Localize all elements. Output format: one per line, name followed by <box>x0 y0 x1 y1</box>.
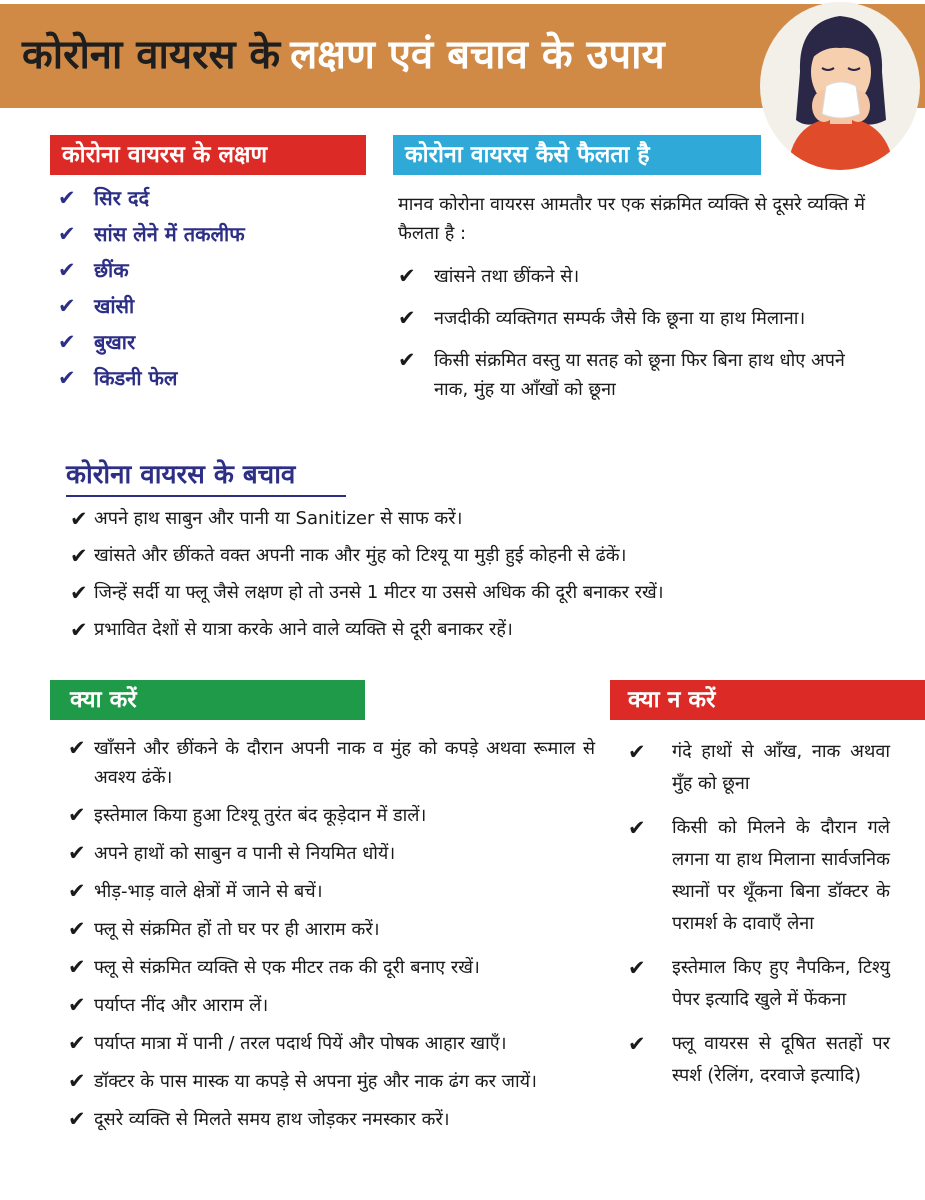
check-icon: ✔ <box>58 258 76 282</box>
protection-heading: कोरोना वायरस के बचाव <box>66 455 346 497</box>
dos-list <box>50 734 595 1143</box>
list-item: ✔ किडनी फेल <box>50 360 370 396</box>
dos-heading: क्या करें <box>50 680 365 720</box>
list-item: ✔ गंदे हाथों से आँख, नाक अथवा मुँह को छूना <box>628 736 890 800</box>
list-item: ✔ अपने हाथ साबुन और पानी या Sanitizer से साफ करें। <box>70 507 463 531</box>
check-icon: ✔ <box>58 222 76 246</box>
list-item: ✔ छींक <box>50 252 370 288</box>
check-icon: ✔ <box>628 816 646 840</box>
list-item: ✔ सिर दर्द <box>50 180 370 216</box>
title-part-1: कोरोना वायरस के <box>22 32 281 78</box>
check-icon: ✔ <box>58 186 76 210</box>
title-part-2: लक्षण एवं बचाव के उपाय <box>290 32 665 78</box>
list-item: ✔ खांसते और छींकते वक्त अपनी नाक और मुंह को टिश्यू या मुड़ी हुई कोहनी से ढंकें। <box>70 544 627 568</box>
list-item: ✔ किसी संक्रमित वस्तु या सतह को छूना फिर बिना हाथ धोए अपने नाक, मुंह या आँखों को छूना <box>398 348 845 400</box>
page-title <box>22 30 665 80</box>
spread-intro: मानव कोरोना वायरस आमतौर पर एक संक्रमित व्यक्ति से दूसरे व्यक्ति में फैलता है : <box>398 194 865 244</box>
list-item: ✔ अपने हाथों को साबुन व पानी से नियमित धोयें। <box>50 839 595 868</box>
check-icon: ✔ <box>68 917 86 941</box>
check-icon: ✔ <box>58 366 76 390</box>
check-icon: ✔ <box>70 618 88 642</box>
check-icon: ✔ <box>398 264 416 288</box>
check-icon: ✔ <box>68 1069 86 1093</box>
check-icon: ✔ <box>68 736 86 760</box>
list-item: ✔ खांसी <box>50 288 370 324</box>
list-item: ✔ बुखार <box>50 324 370 360</box>
check-icon: ✔ <box>58 330 76 354</box>
list-item: ✔ इस्तेमाल किया हुआ टिश्यू तुरंत बंद कूड़ेदान में डालें। <box>50 801 595 830</box>
check-icon: ✔ <box>68 841 86 865</box>
list-item: ✔ पर्याप्त नींद और आराम लें। <box>50 991 595 1020</box>
check-icon: ✔ <box>70 507 88 531</box>
check-icon: ✔ <box>70 581 88 605</box>
check-icon: ✔ <box>398 348 416 372</box>
woman-sneezing-icon <box>760 2 920 170</box>
list-item: ✔ जिन्हें सर्दी या फ्लू जैसे लक्षण हो तो उनसे 1 मीटर या उससे अधिक की दूरी बनाकर रखें। <box>70 581 664 605</box>
donts-list <box>628 736 890 1104</box>
list-item: ✔ प्रभावित देशों से यात्रा करके आने वाले व्यक्ति से दूरी बनाकर रहें। <box>70 618 513 642</box>
list-item: ✔ खाँसने और छींकने के दौरान अपनी नाक व मुंह को कपड़े अथवा रूमाल से अवश्य ढंकें। <box>68 736 595 788</box>
check-icon: ✔ <box>68 803 86 827</box>
spread-list <box>390 262 880 417</box>
list-item: ✔ नजदीकी व्यक्तिगत सम्पर्क जैसे कि छूना या हाथ मिलाना। <box>390 304 880 333</box>
check-icon: ✔ <box>628 956 646 980</box>
list-item: ✔ डॉक्टर के पास मास्क या कपड़े से अपना मुंह और नाक ढंग कर जायें। <box>50 1067 595 1096</box>
list-item: ✔ फ्लू से संक्रमित व्यक्ति से एक मीटर तक की दूरी बनाए रखें। <box>50 953 595 982</box>
check-icon: ✔ <box>70 544 88 568</box>
list-item: ✔ फ्लू से संक्रमित हों तो घर पर ही आराम करें। <box>50 915 595 944</box>
list-item: ✔ खांसने तथा छींकने से। <box>390 262 880 291</box>
check-icon: ✔ <box>628 740 646 764</box>
donts-heading: क्या न करें <box>610 680 925 720</box>
spread-heading: कोरोना वायरस कैसे फैलता है <box>393 135 761 175</box>
check-icon: ✔ <box>398 306 416 330</box>
check-icon: ✔ <box>68 1107 86 1131</box>
symptoms-heading: कोरोना वायरस के लक्षण <box>50 135 366 175</box>
check-icon: ✔ <box>628 1032 646 1056</box>
list-item: ✔ फ्लू वायरस से दूषित सतहों पर स्पर्श (रेलिंग, दरवाजे इत्यादि) <box>628 1028 890 1092</box>
check-icon: ✔ <box>68 955 86 979</box>
list-item: ✔ पर्याप्त मात्रा में पानी / तरल पदार्थ पियें और पोषक आहार खाएँ। <box>50 1029 595 1058</box>
check-icon: ✔ <box>68 1031 86 1055</box>
list-item: ✔ भीड़-भाड़ वाले क्षेत्रों में जाने से बचें। <box>50 877 595 906</box>
list-item: ✔ किसी को मिलने के दौरान गले लगना या हाथ मिलाना सार्वजनिक स्थानों पर थूँकना बिना डॉक्टर के परामर्श के दावाएँ लेना <box>628 812 890 940</box>
symptoms-list <box>50 180 370 396</box>
check-icon: ✔ <box>68 879 86 903</box>
woman-sneezing-illustration <box>760 2 920 170</box>
check-icon: ✔ <box>68 993 86 1017</box>
protection-list <box>50 506 910 654</box>
list-item: ✔ इस्तेमाल किए हुए नैपकिन, टिश्यु पेपर इत्यादि खुले में फेंकना <box>628 952 890 1016</box>
list-item: ✔ दूसरे व्यक्ति से मिलते समय हाथ जोड़कर नमस्कार करें। <box>50 1105 595 1134</box>
list-item: ✔ सांस लेने में तकलीफ <box>50 216 370 252</box>
header <box>0 0 925 115</box>
check-icon: ✔ <box>58 294 76 318</box>
